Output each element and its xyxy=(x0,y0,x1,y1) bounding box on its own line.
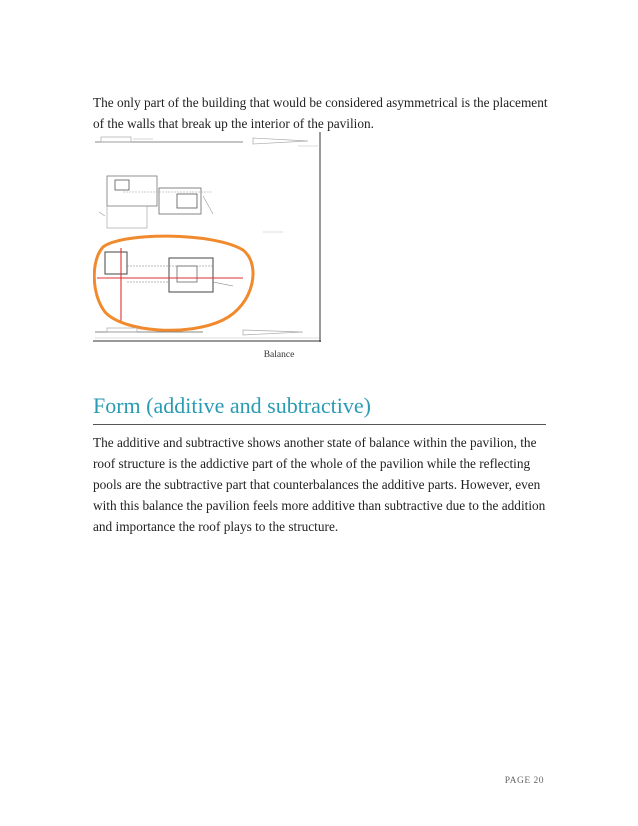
page-number: PAGE 20 xyxy=(504,776,544,786)
heading-divider xyxy=(93,424,546,425)
section-body-paragraph: The additive and subtractive shows another state of balance within the pavilion, the roof structure is the addictive part of the whole of the pavilion while the reflecting pools are the subtractive part that counterbalances the additive parts. However, even with this balance the pavilion feels more additive than subtractive due to the addition and importance the roof plays to the structure. xyxy=(93,435,546,534)
figure-caption: Balance xyxy=(263,350,295,360)
section-heading: Form (additive and subtractive) xyxy=(93,393,371,418)
floor-plan-drawing xyxy=(93,132,321,342)
floor-plan-figure xyxy=(93,132,321,342)
intro-paragraph: The only part of the building that would be considered asymmetrical is the placement of the walls that break up the interior of the pavilion. xyxy=(93,95,548,131)
